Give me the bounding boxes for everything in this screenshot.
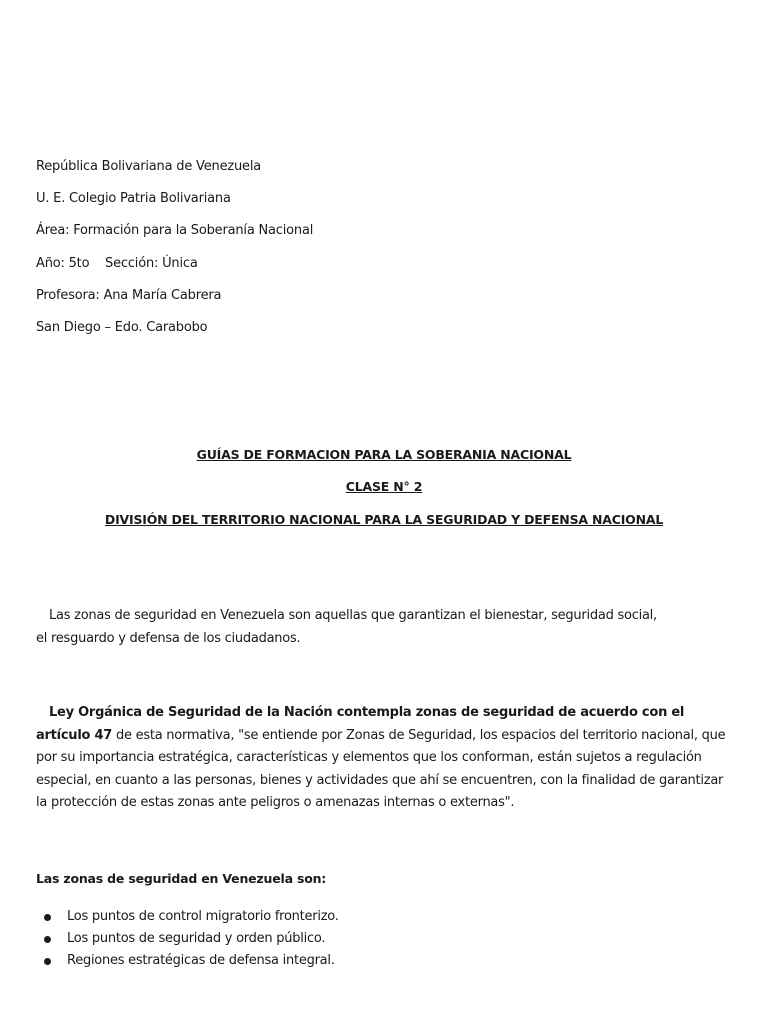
header-school: U. E. Colegio Patria Bolivariana bbox=[36, 191, 231, 206]
intro-line-2: el resguardo y defensa de los ciudadanos. bbox=[36, 630, 301, 646]
class-number: CLASE N° 2 bbox=[345, 479, 423, 494]
law-paragraph bbox=[36, 702, 736, 815]
list-item bbox=[44, 906, 339, 928]
list-item bbox=[44, 950, 339, 972]
bullet-icon bbox=[44, 914, 51, 921]
topic-title: DIVISIÓN DEL TERRITORIO NACIONAL PARA LA SEGURIDAD Y DEFENSA NACIONAL bbox=[104, 512, 664, 527]
header-country: República Bolivariana de Venezuela bbox=[36, 159, 262, 174]
zones-heading: Las zonas de seguridad en Venezuela son: bbox=[36, 871, 327, 886]
list-item-text: Los puntos de control migratorio fronterizo. bbox=[67, 909, 339, 924]
intro-line-1: Las zonas de seguridad en Venezuela son aquellas que garantizan el bienestar, seguridad social, bbox=[49, 608, 657, 623]
list-item-text: Regiones estratégicas de defensa integral. bbox=[67, 953, 335, 968]
list-item bbox=[44, 928, 339, 950]
law-paragraph-text: de esta normativa, "se entiende por Zonas de Seguridad, los espacios del territorio nacional, que por su importancia estratégica, características y elementos que los conforman, están sujetos a regulación especial, en cuanto a las personas, bienes y actividades que ahí se encuentren, con la finalidad de garantizar la protección de estas zonas ante peligros o amenazas internas o externas". bbox=[36, 727, 726, 810]
law-paragraph-bold: Ley Orgánica de Seguridad de la Nación contempla zonas de seguridad de acuerdo con el artículo 47 bbox=[36, 705, 685, 743]
header-location: San Diego – Edo. Carabobo bbox=[36, 320, 208, 335]
header-year-section: Año: 5to Sección: Única bbox=[36, 256, 198, 271]
header-teacher: Profesora: Ana María Cabrera bbox=[36, 288, 222, 303]
bullet-icon bbox=[44, 936, 51, 943]
header-area: Área: Formación para la Soberanía Nacional bbox=[36, 223, 314, 238]
list-item-text: Los puntos de seguridad y orden público. bbox=[67, 931, 326, 946]
guide-title: GUÍAS DE FORMACION PARA LA SOBERANIA NACIONAL bbox=[196, 447, 572, 462]
zones-list bbox=[44, 906, 339, 972]
bullet-icon bbox=[44, 958, 51, 965]
intro-paragraph bbox=[36, 605, 736, 650]
